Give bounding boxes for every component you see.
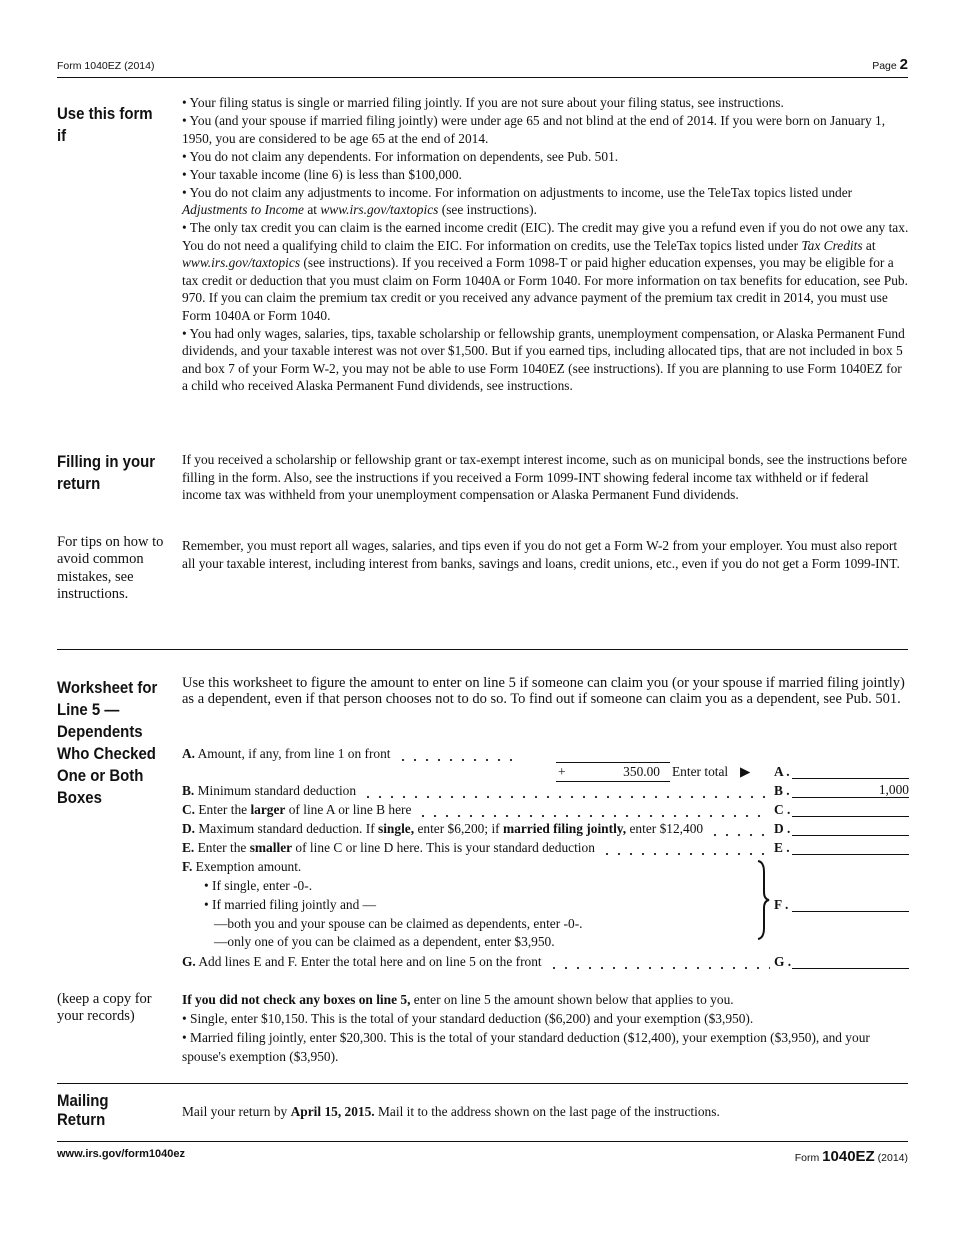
- line-a-field[interactable]: [792, 763, 909, 779]
- paragraph: [182, 1010, 910, 1029]
- line-label: [182, 839, 595, 857]
- text-segment: D.: [182, 821, 196, 836]
- line-letter: B .: [774, 783, 790, 798]
- line-c-field[interactable]: [792, 801, 909, 817]
- f-married: • If married filing jointly and —: [204, 897, 377, 912]
- text-segment: B.: [182, 783, 195, 798]
- text-segment: F.: [182, 859, 193, 874]
- text-segment: • Single, enter $10,150. This is the total of your standard deduction ($6,200) and your exemption ($3,950).: [182, 1011, 754, 1026]
- paragraph: [182, 148, 910, 166]
- keep-copy-note: (keep a copy for your records): [57, 991, 152, 1025]
- text-segment: enter $12,400: [626, 821, 704, 836]
- text-segment: • Married filing jointly, enter $20,300. This is the total of your standard deduction ($12,400), your exemption ($3,950), and your spouse's exemption ($3,950).: [182, 1030, 870, 1064]
- line-letter: F .: [774, 897, 789, 912]
- line-b-field[interactable]: 1,000: [792, 782, 909, 798]
- text-segment: Enter the: [195, 802, 251, 817]
- mailing-title: Mailing Return: [57, 1091, 109, 1129]
- text-segment: G.: [182, 954, 196, 969]
- paragraph: [182, 325, 910, 395]
- worksheet-title: Worksheet for Line 5 — Dependents Who Checked One or Both Boxes: [57, 678, 158, 807]
- line-letter: A .: [774, 764, 790, 779]
- f-married-row: [182, 896, 910, 914]
- line-a-total: [182, 763, 910, 781]
- f-single: • If single, enter -0-.: [204, 878, 313, 893]
- text-segment: enter on line 5 the amount shown below that applies to you.: [410, 992, 734, 1007]
- line-label: [182, 858, 301, 876]
- f-both-row: [182, 915, 910, 933]
- line-label: [182, 820, 703, 838]
- text-segment: Mail it to the address shown on the last page of the instructions.: [374, 1104, 720, 1119]
- text-segment: Maximum standard deduction. If: [195, 821, 378, 836]
- text-segment: single,: [378, 821, 415, 836]
- mailing-text: [182, 1103, 910, 1121]
- line-f: [182, 858, 910, 876]
- text-segment: • You had only wages, salaries, tips, taxable scholarship or fellowship grants, unemployment compensation, or Alaska Permanent Fund dividends, and your taxable interest was not over $1,500. But if you earned tips, including allocated tips, that are not included in box 5 and box 7 of your Form W-2, you may not be able to use Form 1040EZ (see instructions). If you are planning to use Form 1040EZ for a child who received Alaska Permanent Fund dividends, see instructions.: [182, 325, 905, 393]
- line-label: [182, 745, 391, 763]
- use-form-body: [182, 94, 910, 395]
- text-segment: Mail your return by: [182, 1104, 291, 1119]
- worksheet-intro: Use this worksheet to figure the amount to enter on line 5 if someone can claim you (or your spouse if married filing jointly) as a dependent, even if that person chooses not to do so. To find out if someone can claim you as a dependent, see Pub. 501.: [182, 675, 905, 707]
- line-g: [182, 953, 910, 971]
- text-segment: Tax Credits: [801, 237, 863, 253]
- dot-leader: [709, 820, 770, 838]
- text-segment: April 15, 2015.: [290, 1104, 375, 1119]
- text-segment: C.: [182, 802, 196, 817]
- tips-text: Remember, you must report all wages, salaries, and tips even if you do not get a Form W-2 from your employer. You must also report all your taxable interest, including interest from banks, savings and loans, credit unions, etc., even if you do not get a Form 1099-INT.: [182, 538, 900, 571]
- text-segment: E.: [182, 840, 195, 855]
- dot-leader: [397, 745, 515, 763]
- line-g-field[interactable]: [792, 953, 909, 969]
- text-segment: Add lines E and F. Enter the total here and on line 5 on the front: [195, 954, 542, 969]
- text-segment: at: [862, 237, 876, 253]
- f-one-row: [182, 933, 910, 951]
- arrow-right-icon: ▶: [740, 764, 751, 779]
- dot-leader: [548, 953, 770, 971]
- text-segment: Exemption amount.: [192, 859, 302, 874]
- text-segment: Amount, if any, from line 1 on front: [195, 746, 391, 761]
- divider: [57, 77, 908, 78]
- line-f-field[interactable]: [792, 896, 909, 912]
- line-c: [182, 801, 910, 819]
- line-letter: D .: [774, 821, 791, 836]
- text-segment: smaller: [249, 840, 293, 855]
- f-one: —only one of you can be claimed as a dependent, enter $3,950.: [214, 934, 555, 949]
- text-segment: at: [303, 202, 321, 217]
- dot-leader: [362, 782, 770, 800]
- form-name: Form 1040EZ (2014): [57, 60, 155, 72]
- text-segment: www.irs.gov/taxtopics: [320, 202, 439, 217]
- text-segment: • Your taxable income (line 6) is less than $100,000.: [182, 166, 462, 182]
- line-d: [182, 820, 910, 838]
- filling-text: If you received a scholarship or fellowship grant or tax-exempt interest income, such as on municipal bonds, see the instructions before filling in the form. Also, see the instructions if you received a Form 1099-INT showing federal income tax withheld or if federal income tax was withheld from your unemployment compensation or Alaska Permanent Fund dividends.: [182, 452, 908, 502]
- text-segment: (see instructions).: [438, 202, 537, 217]
- no-boxes-text: [182, 991, 910, 1067]
- text-segment: Minimum standard deduction: [194, 783, 357, 798]
- line-label: [182, 782, 356, 800]
- text-segment: of line A or line B here: [285, 802, 412, 817]
- footer-form: [795, 1148, 908, 1165]
- text-segment: • You (and your spouse if married filing jointly) were under age 65 and not blind at the end of 2014. If you were born on January 1, 1950, you are considered to be age 65 at the end of 2014.: [182, 113, 886, 146]
- line-label: [182, 801, 411, 819]
- amount-value: 350.00: [623, 764, 660, 779]
- divider: [57, 1141, 908, 1142]
- paragraph: [182, 1029, 910, 1066]
- dot-leader: [417, 801, 770, 819]
- text-segment: A.: [182, 746, 196, 761]
- text-segment: If you did not check any boxes on line 5,: [182, 992, 411, 1007]
- line-letter: G .: [774, 954, 792, 969]
- text-segment: Enter the: [194, 840, 250, 855]
- page-number: [872, 56, 908, 73]
- paragraph: [182, 166, 910, 184]
- divider: [57, 649, 908, 650]
- divider: [57, 1083, 908, 1084]
- brace-icon: [756, 860, 770, 940]
- paragraph: [182, 991, 910, 1010]
- enter-total-label: Enter total: [672, 764, 729, 779]
- text-segment: www.irs.gov/taxtopics: [182, 255, 301, 270]
- text-segment: Adjustments to Income: [182, 202, 304, 217]
- line-a: [182, 745, 910, 763]
- paragraph: [182, 94, 910, 112]
- text-segment: larger: [250, 802, 286, 817]
- text-segment: enter $6,200; if: [414, 821, 503, 836]
- text-segment: married filing jointly,: [502, 821, 627, 836]
- text-segment: • You do not claim any dependents. For information on dependents, see Pub. 501.: [182, 148, 619, 164]
- page-num: 2: [899, 56, 908, 73]
- text-segment: • The only tax credit you can claim is the earned income credit (EIC). The credit may give you a refund even if you do not owe any tax. You do not need a qualifying child to claim the EIC. For information on credits, use the TeleTax topics listed under: [182, 220, 909, 253]
- line-e-field[interactable]: [792, 839, 909, 855]
- filling-title: Filling in your return: [57, 452, 156, 493]
- form-year: (2014): [877, 1152, 908, 1164]
- line-label: [182, 953, 542, 971]
- line-d-field[interactable]: [792, 820, 909, 836]
- text-segment: of line C or line D here. This is your standard deduction: [292, 840, 595, 855]
- paragraph: [182, 219, 910, 324]
- text-segment: • Your filing status is single or married filing jointly. If you are not sure about your filing status, see instructions.: [182, 95, 784, 110]
- plus-sign: +: [558, 764, 566, 779]
- f-single-row: [182, 877, 910, 895]
- line-letter: C .: [774, 802, 791, 817]
- form-number: 1040EZ: [822, 1148, 875, 1165]
- paragraph: [182, 184, 910, 219]
- dot-leader: [601, 839, 770, 857]
- line-letter: E .: [774, 840, 790, 855]
- text-segment: (see instructions). If you received a Form 1098-T or paid higher education expenses, you may be eligible for a tax credit or deduction that you must claim on Form 1040A or Form 1040. For more information on tax benefits for education, see Pub. 970. If you can claim the premium tax credit or you received any advance payment of the premium tax credit in 2014, you must use Form 1040A or Form 1040.: [182, 255, 908, 323]
- line-e: [182, 839, 910, 857]
- page-label: Page: [872, 60, 897, 72]
- f-both: —both you and your spouse can be claimed as dependents, enter -0-.: [214, 916, 583, 931]
- form-label: Form: [794, 1152, 820, 1164]
- line-label: [182, 1104, 720, 1119]
- line-b: [182, 782, 910, 800]
- use-form-title: Use this form if: [57, 104, 153, 145]
- paragraph: [182, 112, 910, 147]
- footer-url[interactable]: www.irs.gov/form1040ez: [57, 1148, 185, 1160]
- text-segment: • You do not claim any adjustments to income. For information on adjustments to income, use the TeleTax topics listed under: [182, 184, 853, 200]
- tips-side-note: For tips on how to avoid common mistakes, see instructions.: [57, 534, 164, 602]
